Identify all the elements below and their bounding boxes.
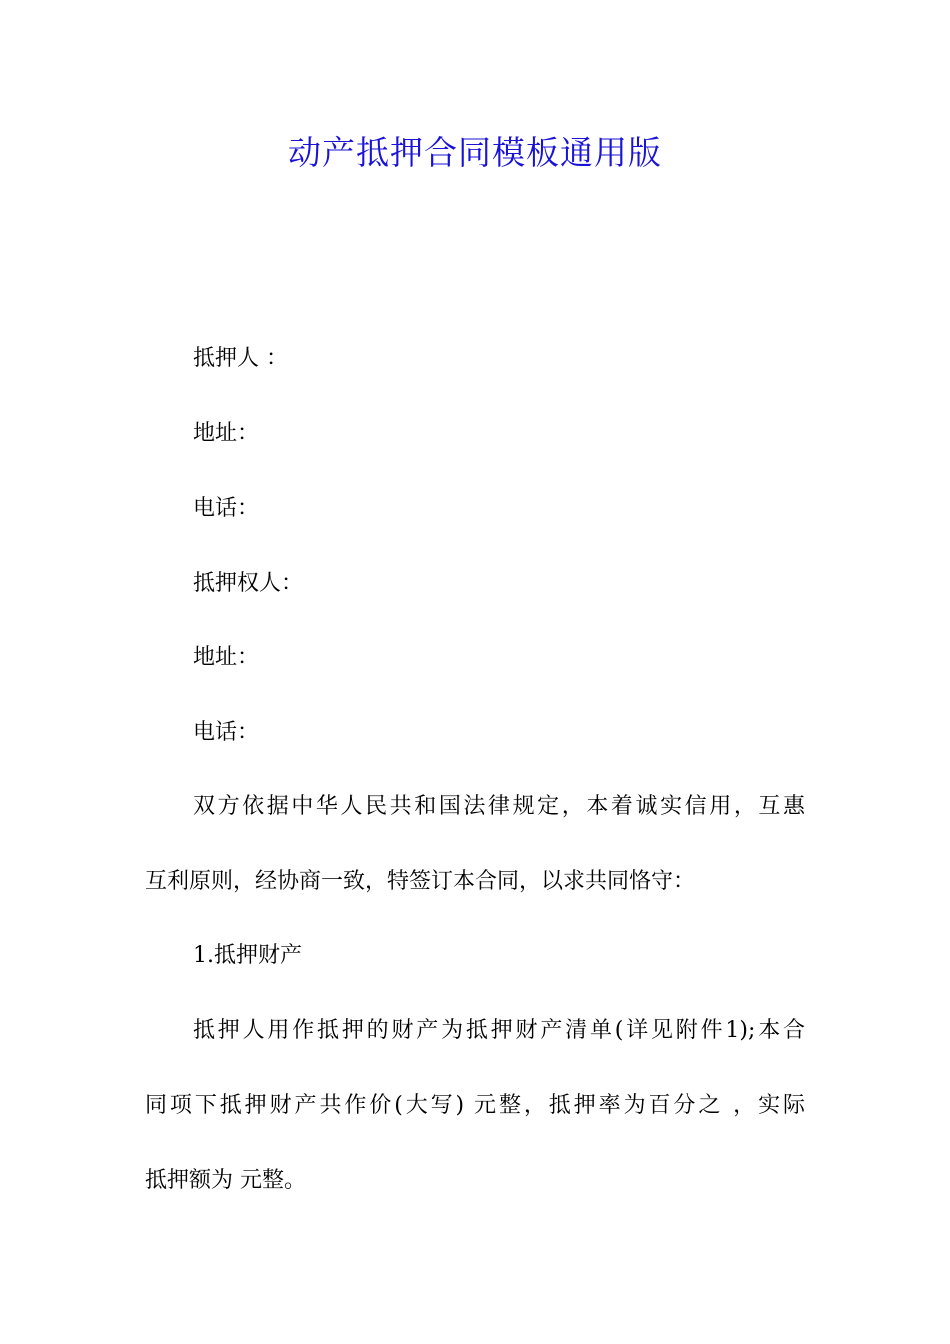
- preamble-line-2: 互利原则，经协商一致，特签订本合同，以求共同恪守：: [145, 869, 696, 894]
- mortgagee-phone-label: 电话：: [193, 720, 260, 745]
- clause-1-line-1: 抵押人用作抵押的财产为抵押财产清单(详见附件1);本合: [193, 1018, 805, 1043]
- mortgagor-phone-label: 电话：: [193, 496, 260, 521]
- clause-1-line-2: 同项下抵押财产共作价(大写) 元整，抵押率为百分之 ，实际: [145, 1093, 805, 1118]
- mortgagor-label: 抵押人 ：: [193, 346, 288, 371]
- preamble-line-1: 双方依据中华人民共和国法律规定，本着诚实信用，互惠: [193, 794, 805, 819]
- mortgagee-address-label: 地址：: [193, 645, 260, 670]
- document-title: 动产抵押合同模板通用版: [288, 133, 662, 172]
- clause-1-line-3: 抵押额为 元整。: [145, 1168, 306, 1193]
- mortgagee-label: 抵押权人：: [193, 571, 304, 596]
- mortgagor-address-label: 地址：: [193, 421, 260, 446]
- section-heading-mortgaged-property: 1.抵押财产: [193, 943, 302, 968]
